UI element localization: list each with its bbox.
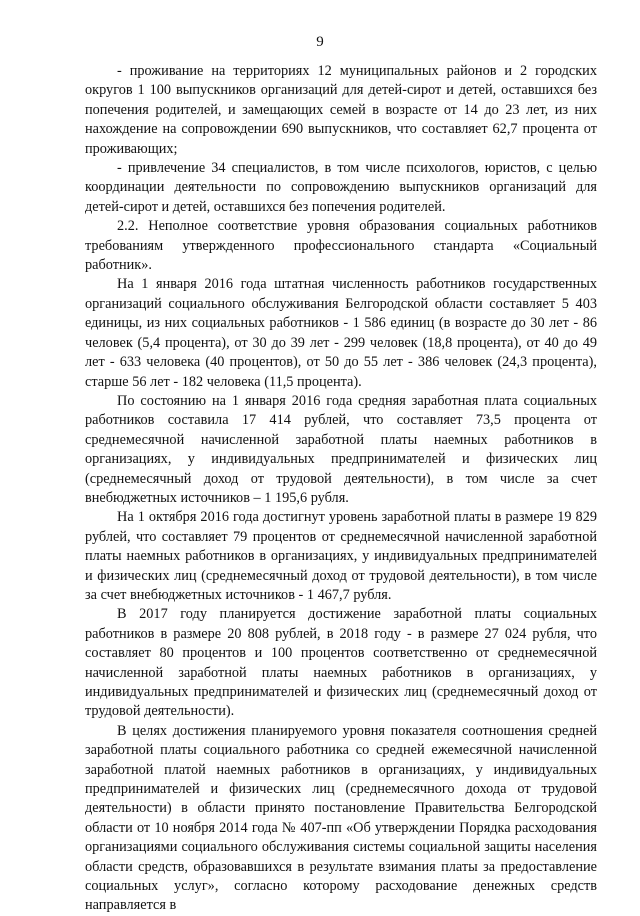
paragraph-salary-october-2016: На 1 октября 2016 года достигнут уровень заработной платы в размере 19 829 рублей, что составляет 79 процентов от среднемесячной начисленной заработной платы наемных работников в организациях, у индивидуальных предпринимателей и физических лиц (среднемесячный доход от трудовой деятельности), в том числе за счет внебюджетных источников - 1 467,7 рубля. [85,509,597,603]
paragraph-salary-plan-2017-2018: В 2017 году планируется достижение заработной платы социальных работников в размере 20 808 рублей, в 2018 году - в размере 27 024 рубля, что составляет 80 процентов и 100 процентов соответственно от среднемесячной начисленной заработной платы наемных работников в организациях, у индивидуальных предпринимателей и физических лиц (среднемесячный доход от трудовой деятельности). [85,606,597,720]
paragraph-average-salary-2016: По состоянию на 1 января 2016 года средняя заработная плата социальных работников составила 17 414 рублей, что составляет 73,5 процента от среднемесячной начисленной заработной платы наемных работников в организациях, у индивидуальных предпринимателей и физических лиц (среднемесячный доход от трудовой деятельности), в том числе за счет внебюджетных источников – 1 195,6 рубля. [85,392,597,506]
paragraph-section-2-2-heading: 2.2. Неполное соответствие уровня образования социальных работников требованиям утвержденного профессионального стандарта «Социальный работник». [85,218,597,274]
document-body [85,62,597,916]
paragraph-specialists: - привлечение 34 специалистов, в том числе психологов, юристов, с целью координации деятельности по сопровождению выпускников организаций для детей-сирот и детей, оставшихся без попечения родителей. [85,160,597,215]
page-number: 9 [316,34,324,50]
paragraph-government-resolution: В целях достижения планируемого уровня показателя соотношения средней заработной платы социального работника со средней ежемесячной начисленной заработной платой наемных работников в организациях, у индивидуальных предпринимателей и физических лиц (среднемесячного дохода от трудовой деятельности) в области принято постановление Правительства Белгородской области от 10 ноября 2014 года № 407-пп «Об утверждении Порядка расходования организациями социального обслуживания системы социальной защиты населения области средств, образовавшихся в результате взимания платы за предоставление социальных услуг», согласно которому расходование денежных средств направляется в [85,722,597,914]
paragraph-staff-numbers: На 1 января 2016 года штатная численность работников государственных организаций социального обслуживания Белгородской области составляет 5 403 единицы, из них социальных работников - 1 586 единиц (в возрасте до 30 лет - 86 человек (5,4 процента), от 30 до 39 лет - 299 человек (18,8 процента), от 40 до 49 лет - 633 человека (40 процентов), от 50 до 55 лет - 386 человек (24,3 процента), старше 56 лет - 182 человека (11,5 процента). [85,276,597,390]
paragraph-residence-graduates: - проживание на территориях 12 муниципальных районов и 2 городских округов 1 100 выпускников организаций для детей-сирот и детей, оставшихся без попечения родителей, и замещающих семей в возрасте от 14 до 23 лет, из них нахождение на сопровождении 690 выпускников, что составляет 62,7 процента от проживающих; [85,63,597,157]
